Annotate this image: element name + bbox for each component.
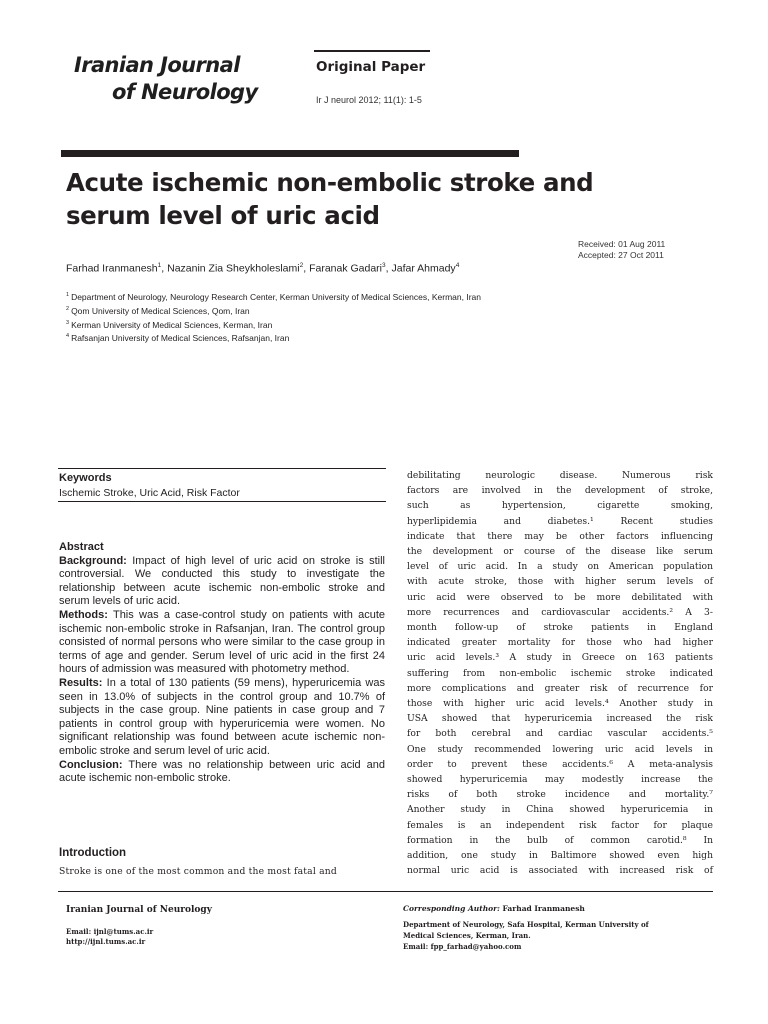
affiliation-item: [66, 317, 481, 331]
intro-line: indicated greater mortality for those who had higher: [407, 637, 713, 649]
intro-line: risks of both stroke incidence and mortality.⁷: [407, 789, 713, 801]
methods-label: Methods:: [59, 608, 108, 621]
journal-logo-line1: Iranian Journal: [74, 53, 240, 77]
affiliation-sup: 3: [66, 319, 70, 326]
intro-line: those with higher uric acid levels.⁴ Another study in: [407, 698, 713, 710]
title-line2: serum level of uric acid: [66, 201, 380, 230]
title-line1: Acute ischemic non-embolic stroke and: [66, 168, 594, 197]
intro-line: order to prevent these accidents.⁶ A meta-analysis: [407, 758, 713, 770]
citation: Ir J neurol 2012; 11(1): 1-5: [316, 95, 422, 105]
affiliation-list: [66, 289, 481, 344]
keywords-text: Ischemic Stroke, Uric Acid, Risk Factor: [59, 487, 240, 499]
corresponding-address-line2: Medical Sciences, Kerman, Iran.: [403, 931, 531, 940]
author-name: Faranak Gadari: [309, 262, 383, 275]
journal-logo-line2: of Neurology: [112, 80, 258, 104]
author-name: Jafar Ahmady: [391, 262, 456, 275]
intro-line: formation in the bulb of common carotid.⁸ In: [407, 834, 713, 846]
article-dates: [578, 239, 665, 261]
corresponding-author-block: [403, 903, 713, 952]
intro-line: more complications and greater risk of recurrence for: [407, 682, 713, 694]
affiliation-item: [66, 330, 481, 344]
corresponding-author: [403, 903, 713, 914]
author-name: Nazanin Zia Sheykholeslami: [167, 262, 300, 275]
affiliation-item: [66, 303, 481, 317]
affiliation-text: Kerman University of Medical Sciences, Kerman, Iran: [71, 319, 273, 330]
intro-line: the development or course of the disease like serum: [407, 546, 713, 558]
author-sup: 2: [299, 262, 304, 269]
affiliation-sup: 4: [66, 333, 70, 340]
received-date: Received: 01 Aug 2011: [578, 239, 666, 249]
affiliation-sup: 2: [66, 305, 70, 312]
intro-line: One study recommended lowering uric acid levels in: [407, 743, 713, 755]
introduction-first-line: Stroke is one of the most common and the most fatal and: [59, 866, 337, 877]
intro-line: USA showed that hyperuricemia increased the risk: [407, 713, 713, 725]
corresponding-name: Farhad Iranmanesh: [502, 904, 585, 913]
introduction-heading: Introduction: [59, 847, 127, 859]
paper-type-label: Original Paper: [314, 50, 430, 75]
intro-line: females is an independent risk factor for plaque: [407, 819, 713, 831]
author-sup: 3: [382, 262, 386, 269]
abstract-heading: Abstract: [59, 541, 104, 553]
abstract-conclusion: [59, 759, 385, 786]
intro-line: for both cerebral and cardiac vascular accidents.⁵: [407, 728, 713, 740]
footer-website-link[interactable]: http://ijnl.tums.ac.ir: [66, 937, 146, 946]
affiliation-sup: 1: [66, 292, 70, 298]
intro-line: level of uric acid. In a study on American population: [407, 561, 713, 573]
background-text: Impact of high level of uric acid on stroke is still controversial. We conducted this study to investigate the relationship between acute ischemic non-embolic stroke and serum levels of uric acid.: [59, 554, 385, 608]
intro-line: showed hyperuricemia may modestly increase the: [407, 774, 713, 786]
accepted-date: Accepted: 27 Oct 2011: [578, 250, 664, 260]
footer-journal-name: Iranian Journal of Neurology: [66, 905, 212, 915]
intro-line: such as hypertension, cigarette smoking,: [407, 500, 713, 512]
methods-text: This was a case-control study on patients with acute ischemic non-embolic stroke in Rafsanjan, Iran. The control group consisted of normal persons who were similar to the case group in terms of age and gender. Serum level of uric acid in the first 24 hours of admission was measured with photometry method.: [59, 608, 385, 676]
corresponding-label: Corresponding Author:: [403, 904, 500, 913]
intro-line: Another study in China showed hyperuricemia in: [407, 804, 713, 816]
intro-line: uric acid were observed to be more debilitated with: [407, 591, 713, 603]
affiliation-text: Rafsanjan University of Medical Sciences, Rafsanjan, Iran: [71, 333, 290, 344]
footer-journal-info: [66, 905, 212, 947]
journal-logo: [74, 52, 258, 106]
corresponding-email[interactable]: Email: fpp_farhad@yahoo.com: [403, 942, 522, 951]
abstract-methods: [59, 609, 385, 677]
author-name: Farhad Iranmanesh: [66, 262, 158, 275]
results-label: Results:: [59, 676, 103, 689]
footer-email: Email: ijnl@tums.ac.ir: [66, 927, 154, 936]
intro-line: debilitating neurologic disease. Numerous risk: [407, 470, 713, 481]
affiliation-item: [66, 289, 481, 303]
title-rule: [61, 150, 519, 157]
results-text: In a total of 130 patients (59 mens), hyperuricemia was seen in 13.0% of subjects in the control group and 10.7% of subjects in the case group. Nine patients in case group and 7 patients in control group with hyperuricemia were women. No significant relationship was found between acute ischemic non-embolic stroke and serum level of uric acid.: [59, 676, 385, 757]
article-title: [66, 166, 626, 232]
intro-line: with acute stroke, those with higher serum levels of: [407, 576, 713, 588]
intro-line: month follow-up of stroke patients in England: [407, 622, 713, 634]
abstract-results: [59, 677, 385, 759]
keywords-bottom-rule: [58, 501, 386, 502]
affiliation-text: Department of Neurology, Neurology Research Center, Kerman University of Medical Sciences, Kerman, Iran: [71, 291, 481, 302]
background-label: Background:: [59, 554, 127, 567]
author-list: Farhad Iranmanesh$^1$, Nazanin Zia Sheykholeslami$^2$, Faranak Gadari$^3$, Jafar Ahmady$^4$: [66, 262, 460, 275]
conclusion-label: Conclusion:: [59, 758, 123, 771]
conclusion-text: There was no relationship between uric acid and acute ischemic non-embolic stroke.: [59, 758, 386, 785]
keywords-top-rule: [58, 468, 386, 469]
author-sup: 1: [157, 262, 162, 269]
intro-line: addition, one study in Baltimore showed even high: [407, 850, 713, 862]
intro-line: indicate that there may be other factors influencing: [407, 530, 713, 542]
abstract-background: [59, 555, 385, 609]
abstract: [59, 541, 385, 786]
intro-line: more recurrences and cardiovascular accidents.² A 3-: [407, 606, 713, 618]
intro-line: factors are involved in the development of stroke,: [407, 485, 713, 497]
affiliation-text: Qom University of Medical Sciences, Qom, Iran: [71, 305, 250, 316]
footer-contact: [66, 927, 212, 947]
intro-line: suffering from non-embolic ischemic stroke indicated: [407, 667, 713, 679]
keywords-heading: Keywords: [59, 472, 112, 484]
author-sup: 4: [455, 262, 460, 269]
introduction-right-column: [407, 468, 713, 878]
footer-rule: [58, 891, 713, 892]
intro-line: uric acid levels.³ A study in Greece on 163 patients: [407, 652, 713, 664]
intro-line: hyperlipidemia and diabetes.¹ Recent studies: [407, 515, 713, 527]
intro-line: normal uric acid is associated with increased risk of: [407, 865, 713, 877]
corresponding-address-line1: Department of Neurology, Safa Hospital, Kerman University of: [403, 920, 649, 929]
